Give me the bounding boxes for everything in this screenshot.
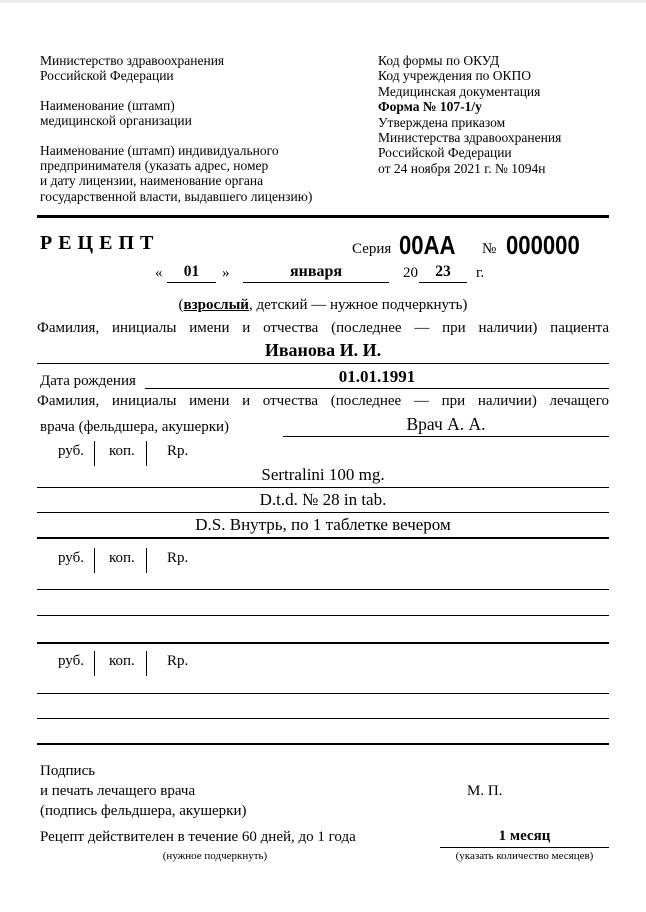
dob-field[interactable]: 01.01.1991: [145, 366, 609, 389]
approved-line: Министерства здравоохранения: [378, 130, 562, 146]
date-close-quote: »: [222, 265, 230, 281]
med-doc-label: Медицинская документация: [378, 83, 541, 99]
date-open-quote: «: [155, 265, 163, 281]
ministry-line: Российской Федерации: [40, 68, 174, 84]
day-field[interactable]: 01: [167, 261, 216, 283]
ministry-block: [40, 53, 370, 84]
rx-blank-line[interactable]: [37, 589, 609, 590]
kop-label: коп.: [95, 651, 147, 676]
ip-stamp-block: [40, 143, 370, 205]
age-paren-open: (: [178, 297, 184, 313]
dosage-line[interactable]: D.t.d. № 28 in tab.: [37, 488, 609, 513]
year-prefix: 20: [403, 265, 418, 281]
ip-stamp-line: предпринимателя (указать адрес, номер: [40, 158, 269, 174]
rx-blank-line[interactable]: [37, 718, 609, 719]
ip-stamp-line: Наименование (штамп) индивидуального: [40, 142, 279, 158]
adult-option[interactable]: взрослый: [183, 297, 249, 313]
patient-name-field[interactable]: Иванова И. И.: [37, 337, 609, 364]
ip-stamp-line: и дату лицензии, наименование органа: [40, 173, 264, 189]
year-suffix: г.: [476, 265, 485, 281]
age-category-line: [37, 295, 609, 315]
validity-period-field[interactable]: 1 месяц: [440, 825, 609, 848]
okud-label: Код формы по ОКУД: [378, 53, 500, 68]
signature-label-1: Подпись: [40, 763, 96, 779]
series-value: 00AA: [399, 230, 456, 260]
kop-label: коп.: [95, 548, 147, 573]
drug-name-line[interactable]: Sertralini 100 mg.: [37, 463, 609, 488]
approved-line: Российской Федерации: [378, 145, 512, 161]
header-left: [40, 53, 370, 204]
signature-label-2: и печать лечащего врача: [40, 783, 196, 799]
doctor-name-label-2: врача (фельдшера, акушерки): [40, 419, 230, 435]
rx-blank-line[interactable]: [37, 615, 609, 616]
doctor-name-label-1: Фамилия, инициалы имени и отчества (последнее — при наличии) лечащего: [37, 393, 609, 409]
recipe-title: РЕЦЕПТ: [40, 232, 160, 254]
signature-label-3: (подпись фельдшера, акушерки): [40, 803, 247, 819]
form-number: Форма № 107-1/у: [378, 99, 482, 115]
page-top-edge: [0, 0, 646, 3]
header-right: [378, 53, 618, 176]
okpo-label: Код учреждения по ОКПО: [378, 68, 532, 84]
org-stamp-block: [40, 98, 370, 129]
org-stamp-line: Наименование (штамп): [40, 97, 175, 113]
validity-text: Рецепт действителен в течение 60 дней, до 1 года: [40, 829, 356, 845]
number-value: 000000: [506, 230, 580, 260]
ip-stamp-line: государственной власти, выдавшего лицензию): [40, 188, 313, 204]
rx-blank-line[interactable]: [37, 693, 609, 694]
currency-header-row: [37, 651, 307, 676]
rp-label: Rp.: [167, 443, 189, 459]
rx-blank-line[interactable]: [37, 642, 609, 644]
doctor-name-field[interactable]: Врач А. А.: [283, 412, 609, 437]
age-instruction: , детский — нужное подчеркнуть): [248, 297, 468, 313]
series-label: Серия: [352, 241, 392, 257]
number-sign: №: [482, 241, 497, 257]
validity-caption-left: (нужное подчеркнуть): [162, 850, 268, 862]
stamp-place: М. П.: [467, 783, 503, 799]
ministry-line: Министерство здравоохранения: [40, 53, 225, 68]
patient-name-label: Фамилия, инициалы имени и отчества (последнее — при наличии) пациента: [37, 320, 609, 336]
month-field[interactable]: января: [243, 261, 389, 283]
dob-label: Дата рождения: [40, 373, 136, 389]
signatura-line[interactable]: D.S. Внутрь, по 1 таблетке вечером: [37, 513, 609, 539]
rub-label: руб.: [37, 651, 95, 676]
kop-label: коп.: [95, 441, 147, 466]
rx-blank-line[interactable]: [37, 743, 609, 745]
org-stamp-line: медицинской организации: [40, 113, 192, 129]
rub-label: руб.: [37, 441, 95, 466]
validity-caption-right: (указать количество месяцев): [455, 850, 594, 862]
rp-label: Rp.: [167, 653, 189, 669]
approved-line: от 24 ноября 2021 г. № 1094н: [378, 160, 546, 176]
year-field[interactable]: 23: [419, 261, 467, 283]
rp-label: Rp.: [167, 550, 189, 566]
header-separator: [37, 215, 609, 218]
currency-header-row: [37, 548, 307, 573]
rub-label: руб.: [37, 548, 95, 573]
approved-line: Утверждена приказом: [378, 114, 506, 130]
